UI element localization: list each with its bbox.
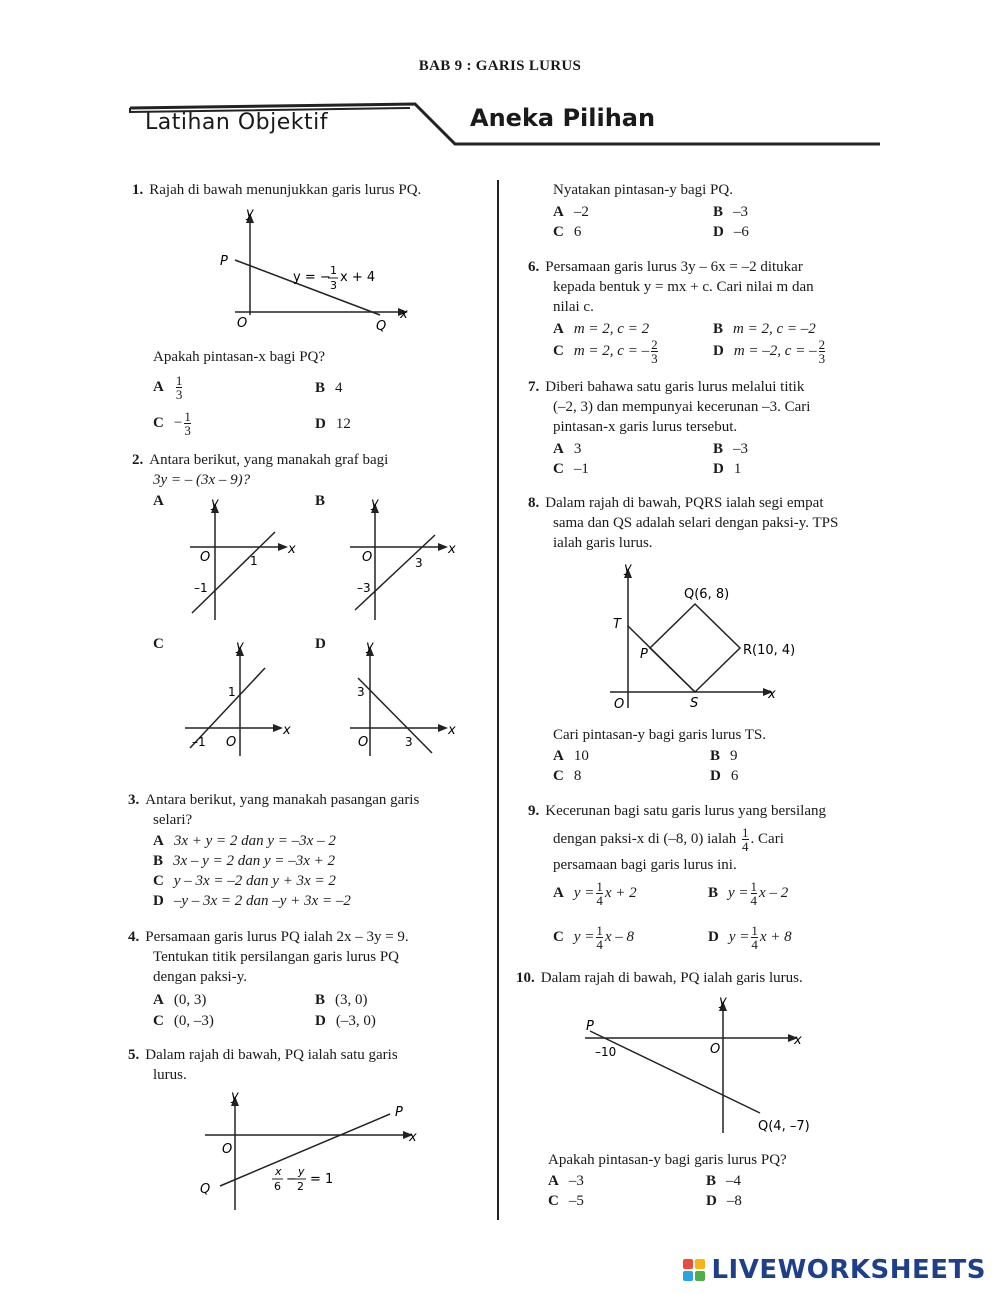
svg-text:R(10, 4): R(10, 4) <box>743 643 796 658</box>
svg-text:Q: Q <box>200 1182 211 1197</box>
svg-text:x: x <box>288 542 296 557</box>
q8-option-a[interactable]: A 10 <box>553 748 589 764</box>
q10-question: Apakah pintasan-y bagi garis lurus PQ? <box>548 1152 787 1168</box>
q9-text-line2: dengan paksi-x di (–8, 0) ialah $\frac{1}{4}$ . Cari <box>553 825 784 854</box>
svg-text:−: − <box>286 1172 297 1187</box>
svg-text:y: y <box>236 639 244 654</box>
svg-text:O: O <box>226 735 237 750</box>
svg-text:–1: –1 <box>192 735 206 749</box>
svg-text:O: O <box>200 550 211 565</box>
q4-option-c[interactable]: C (0, –3) <box>153 1013 214 1029</box>
question-4: 4. Persamaan garis lurus PQ ialah 2x – 3y = 9. Tentukan titik persilangan garis lurus PQ dengan paksi-y. <box>128 929 409 985</box>
q1-graph <box>210 205 420 335</box>
q10-option-a[interactable]: A –3 <box>548 1173 584 1189</box>
svg-text:y: y <box>719 994 727 1009</box>
q7-option-d[interactable]: D 1 <box>713 461 742 477</box>
question-6: 6. Persamaan garis lurus 3y – 6x = –2 ditukar kepada bentuk y = mx + c. Cari nilai m dan nilai c. <box>528 259 814 315</box>
svg-text:T: T <box>613 617 621 632</box>
q6-option-b[interactable]: B m = 2, c = –2 <box>713 321 816 337</box>
svg-text:x: x <box>275 1165 282 1178</box>
question-10: 10. Dalam rajah di bawah, PQ ialah garis lurus. <box>516 970 803 986</box>
q2-option-a[interactable]: A <box>153 493 164 509</box>
chapter-title: BAB 9 : GARIS LURUS <box>418 58 582 74</box>
question-1 <box>132 180 421 200</box>
q1-question: Apakah pintasan-x bagi PQ? <box>153 349 326 365</box>
svg-text:O: O <box>362 550 373 565</box>
logo-text: LIVEWORKSHEETS <box>711 1255 986 1285</box>
eq-frac-num: 1 <box>330 264 337 277</box>
svg-text:O: O <box>614 697 625 712</box>
svg-text:6: 6 <box>274 1180 281 1193</box>
q8-option-c[interactable]: C 8 <box>553 768 582 784</box>
q1-option-d[interactable]: D 12 <box>315 416 351 432</box>
q9-option-a[interactable]: A y = $\frac{1}{4}$ x + 2 <box>553 879 637 908</box>
svg-text:x: x <box>448 542 456 557</box>
q9-option-b[interactable]: B y = $\frac{1}{4}$ x – 2 <box>708 879 789 908</box>
q3-option-b[interactable]: B 3x – y = 2 dan y = –3x + 2 <box>153 853 336 869</box>
q10-option-d[interactable]: D –8 <box>706 1193 742 1209</box>
q3-option-a[interactable]: A 3x + y = 2 dan y = –3x – 2 <box>153 833 336 849</box>
svg-text:–1: –1 <box>194 581 208 595</box>
svg-text:x: x <box>448 723 456 738</box>
svg-text:x: x <box>283 723 291 738</box>
q5-option-c[interactable]: C 6 <box>553 224 582 240</box>
q6-option-a[interactable]: A m = 2, c = 2 <box>553 321 650 337</box>
svg-text:Q(4, –7): Q(4, –7) <box>758 1119 810 1134</box>
svg-text:P: P <box>640 647 648 662</box>
q4-option-a[interactable]: A (0, 3) <box>153 992 207 1008</box>
banner-right-text: Aneka Pilihan <box>470 104 656 132</box>
svg-text:y: y <box>624 561 632 576</box>
svg-text:–10: –10 <box>595 1045 617 1059</box>
q1-option-b[interactable]: B 4 <box>315 380 343 396</box>
q2-option-b[interactable]: B <box>315 493 326 509</box>
q2-graph-c <box>180 638 300 758</box>
q5-graph <box>195 1088 425 1213</box>
x-axis-label: x <box>400 307 408 322</box>
origin-label: O <box>237 316 248 331</box>
svg-text:O: O <box>358 735 369 750</box>
q6-option-c[interactable]: C m = 2, c = – $\frac{2}{3}$ <box>553 337 658 366</box>
q7-option-a[interactable]: A 3 <box>553 441 582 457</box>
svg-text:y: y <box>231 1089 239 1104</box>
logo-grid-icon <box>683 1259 705 1281</box>
svg-text:3: 3 <box>405 735 413 749</box>
question-text: Rajah di bawah menunjukkan garis lurus PQ. <box>149 182 422 198</box>
svg-text:x: x <box>794 1033 802 1048</box>
liveworksheets-logo <box>683 1255 986 1285</box>
q6-option-d[interactable]: D m = –2, c = – $\frac{2}{3}$ <box>713 337 826 366</box>
svg-text:y: y <box>366 639 374 654</box>
q2-option-d[interactable]: D <box>315 636 326 652</box>
question-7: 7. Diberi bahawa satu garis lurus melalui titik (–2, 3) dan mempunyai kecerunan –3. Cari pintasan-x garis lurus tersebut. <box>528 379 811 435</box>
q5-question: Nyatakan pintasan-y bagi PQ. <box>553 182 733 198</box>
q7-option-b[interactable]: B –3 <box>713 441 749 457</box>
q4-option-b[interactable]: B (3, 0) <box>315 992 368 1008</box>
svg-text:Q(6, 8): Q(6, 8) <box>684 587 730 602</box>
question-2: 2. Antara berikut, yang manakah graf bagi 3y = – (3x – 9)? <box>132 452 389 488</box>
question-9: 9. Kecerunan bagi satu garis lurus yang bersilang <box>528 803 826 819</box>
q4-option-d[interactable]: D (–3, 0) <box>315 1013 376 1029</box>
svg-text:O: O <box>222 1142 233 1157</box>
y-axis-label: y <box>246 206 254 221</box>
svg-text:O: O <box>710 1042 721 1057</box>
question-text: Antara berikut, yang manakah graf bagi <box>149 452 389 468</box>
svg-text:–3: –3 <box>357 581 371 595</box>
q10-option-b[interactable]: B –4 <box>706 1173 742 1189</box>
svg-text:y: y <box>211 496 219 511</box>
q8-option-b[interactable]: B 9 <box>710 748 738 764</box>
svg-text:1: 1 <box>228 685 236 699</box>
point-p-label: P <box>220 254 228 269</box>
q9-option-d[interactable]: D y = $\frac{1}{4}$ x + 8 <box>708 923 792 952</box>
svg-text:P: P <box>586 1019 594 1034</box>
q8-option-d[interactable]: D 6 <box>710 768 739 784</box>
column-divider <box>497 180 499 1220</box>
svg-text:P: P <box>395 1105 403 1120</box>
section-banner <box>125 100 885 152</box>
question-3: 3. Antara berikut, yang manakah pasangan garis selari? <box>128 792 420 828</box>
q5-option-b[interactable]: B –3 <box>713 204 749 220</box>
equation-label: y = − <box>293 270 331 285</box>
svg-text:= 1: = 1 <box>310 1172 334 1187</box>
q1-option-a[interactable]: A $\frac{1}{3}$ <box>153 373 183 402</box>
q7-option-c[interactable]: C –1 <box>553 461 589 477</box>
q10-option-c[interactable]: C –5 <box>548 1193 584 1209</box>
question-8: 8. Dalam rajah di bawah, PQRS ialah segi empat sama dan QS adalah selari dengan paksi-y. TPS ialah garis lurus. <box>528 495 839 551</box>
q8-graph <box>600 560 830 715</box>
svg-text:x: x <box>409 1130 417 1145</box>
q10-graph <box>580 993 820 1138</box>
q5-option-d[interactable]: D –6 <box>713 224 749 240</box>
q2-graph-b <box>340 495 460 625</box>
svg-text:y: y <box>298 1165 305 1178</box>
svg-text:y: y <box>371 496 379 511</box>
banner-left-text: Latihan Objektif <box>145 110 328 135</box>
q3-option-c[interactable]: C y – 3x = –2 dan y + 3x = 2 <box>153 873 336 889</box>
point-q-label: Q <box>376 319 387 334</box>
svg-text:2: 2 <box>297 1180 304 1193</box>
question-5: 5. Dalam rajah di bawah, PQ ialah satu garis lurus. <box>128 1047 398 1083</box>
q2-option-c[interactable]: C <box>153 636 164 652</box>
svg-text:3: 3 <box>415 556 423 570</box>
svg-text:1: 1 <box>250 554 258 568</box>
q1-option-c[interactable]: C − $\frac{1}{3}$ <box>153 409 191 438</box>
svg-text:S: S <box>690 696 699 711</box>
q2-graph-d <box>340 638 460 758</box>
question-number: 1. <box>132 182 144 198</box>
eq-frac-den: 3 <box>330 279 337 292</box>
svg-text:x: x <box>768 687 776 702</box>
q9-option-c[interactable]: C y = $\frac{1}{4}$ x – 8 <box>553 923 635 952</box>
q8-question: Cari pintasan-y bagi garis lurus TS. <box>553 727 767 743</box>
q2-graph-a <box>180 495 300 625</box>
eq-tail: x + 4 <box>340 270 376 285</box>
q9-text-line3: persamaan bagi garis lurus ini. <box>553 857 737 873</box>
q5-option-a[interactable]: A –2 <box>553 204 589 220</box>
q3-option-d[interactable]: D –y – 3x = 2 dan –y + 3x = –2 <box>153 893 351 909</box>
svg-text:3: 3 <box>357 685 365 699</box>
